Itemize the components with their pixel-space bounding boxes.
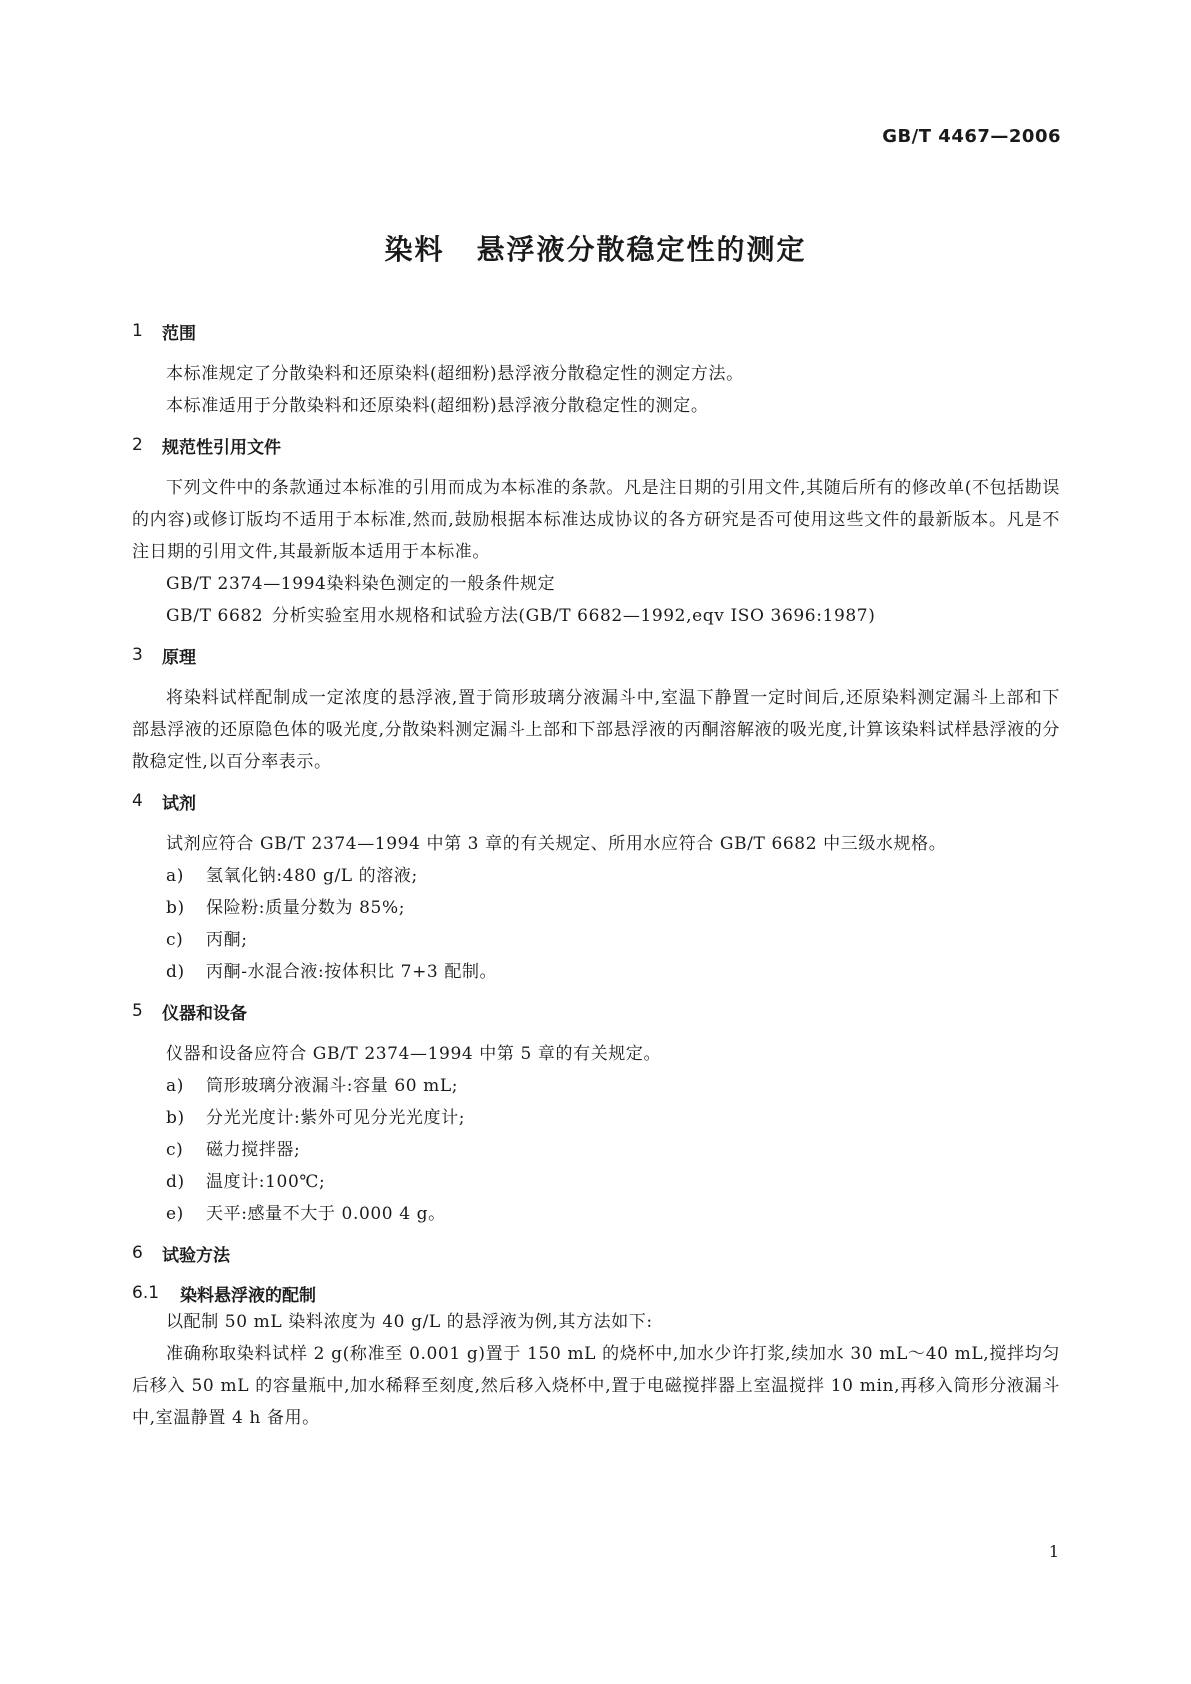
list-label: c) xyxy=(166,1140,184,1160)
standard-code: GB/T 4467—2006 xyxy=(882,126,1061,147)
list-text: 天平:感量不大于 0.000 4 g。 xyxy=(206,1204,446,1224)
section-number: 6 xyxy=(132,1243,143,1263)
section-title: 规范性引用文件 xyxy=(162,437,281,458)
section-6-heading xyxy=(132,1240,1060,1266)
section-number: 4 xyxy=(132,791,143,811)
list-item xyxy=(132,1070,1060,1102)
reference-item xyxy=(132,600,1060,632)
list-label: b) xyxy=(166,898,185,918)
reference-text: 分析实验室用水规格和试验方法(GB/T 6682—1992,eqv ISO 3696:1987) xyxy=(272,606,876,626)
section-1-heading xyxy=(132,318,1060,344)
section-number: 6.1 xyxy=(132,1283,160,1303)
section-number: 2 xyxy=(132,435,143,455)
section-3-heading xyxy=(132,642,1060,668)
paragraph: 以配制 50 mL 染料浓度为 40 g/L 的悬浮液为例,其方法如下: xyxy=(166,1312,653,1332)
list-label: a) xyxy=(166,1076,184,1096)
list-item xyxy=(132,956,1060,988)
paragraph: 将染料试样配制成一定浓度的悬浮液,置于筒形玻璃分液漏斗中,室温下静置一定时间后,还原染料测定漏斗上部和下部悬浮液的还原隐色体的吸光度,分散染料测定漏斗上部和下部悬浮液的丙酮溶解液的吸光度,计算该染料试样悬浮液的分散稳定性,以百分率表示。 xyxy=(132,688,1060,772)
document-title xyxy=(0,228,1191,268)
list-item xyxy=(132,1134,1060,1166)
section-title: 染料悬浮液的配制 xyxy=(180,1285,316,1306)
list-item xyxy=(132,1166,1060,1198)
section-title: 原理 xyxy=(162,647,196,668)
list-item xyxy=(132,924,1060,956)
list-text: 分光光度计:紫外可见分光光度计; xyxy=(206,1108,466,1128)
section-4-heading xyxy=(132,788,1060,814)
list-text: 筒形玻璃分液漏斗:容量 60 mL; xyxy=(206,1076,459,1096)
paragraph: 本标准规定了分散染料和还原染料(超细粉)悬浮液分散稳定性的测定方法。 xyxy=(166,364,744,384)
paragraph: 准确称取染料试样 2 g(称准至 0.001 g)置于 150 mL 的烧杯中,加水少许打浆,续加水 30 mL～40 mL,搅拌均匀后移入 50 mL 的容量瓶中,加水稀释至刻度,然后移入烧杯中,置于电磁搅拌器上室温搅拌 10 min,再移入筒形分液漏斗中,室温静置 4 h 备用。 xyxy=(132,1344,1060,1428)
list-text: 丙酮; xyxy=(206,930,248,950)
section-title: 试验方法 xyxy=(162,1245,230,1266)
list-text: 保险粉:质量分数为 85%; xyxy=(206,898,406,918)
list-label: c) xyxy=(166,930,184,950)
list-text: 丙酮-水混合液:按体积比 7+3 配制。 xyxy=(206,962,498,982)
list-label: b) xyxy=(166,1108,185,1128)
reference-code: GB/T 2374—1994 xyxy=(166,574,327,594)
section-number: 5 xyxy=(132,1001,143,1021)
list-text: 氢氧化钠:480 g/L 的溶液; xyxy=(206,866,418,886)
list-item xyxy=(132,892,1060,924)
document-body xyxy=(132,318,1060,1434)
paragraph: 试剂应符合 GB/T 2374—1994 中第 3 章的有关规定、所用水应符合 GB/T 6682 中三级水规格。 xyxy=(166,834,947,854)
section-5-heading xyxy=(132,998,1060,1024)
section-number: 1 xyxy=(132,321,143,341)
page-number: 1 xyxy=(1048,1542,1059,1561)
list-label: e) xyxy=(166,1204,184,1224)
list-text: 温度计:100℃; xyxy=(206,1172,326,1192)
reference-text: 染料染色测定的一般条件规定 xyxy=(326,574,556,594)
list-label: d) xyxy=(166,962,185,982)
title-part2: 悬浮液分散稳定性的测定 xyxy=(476,233,807,266)
title-part1: 染料 xyxy=(384,233,445,266)
paragraph: 本标准适用于分散染料和还原染料(超细粉)悬浮液分散稳定性的测定。 xyxy=(166,396,709,416)
list-text: 磁力搅拌器; xyxy=(206,1140,301,1160)
section-title: 仪器和设备 xyxy=(162,1003,247,1024)
list-item xyxy=(132,860,1060,892)
paragraph: 仪器和设备应符合 GB/T 2374—1994 中第 5 章的有关规定。 xyxy=(166,1044,662,1064)
section-title: 范围 xyxy=(162,323,196,344)
paragraph: 下列文件中的条款通过本标准的引用而成为本标准的条款。凡是注日期的引用文件,其随后所有的修改单(不包括勘误的内容)或修订版均不适用于本标准,然而,鼓励根据本标准达成协议的各方研究是否可使用这些文件的最新版本。凡是不注日期的引用文件,其最新版本适用于本标准。 xyxy=(132,478,1060,562)
section-2-heading xyxy=(132,432,1060,458)
list-item xyxy=(132,1198,1060,1230)
list-label: a) xyxy=(166,866,184,886)
reference-code: GB/T 6682 xyxy=(166,606,264,626)
list-item xyxy=(132,1102,1060,1134)
list-label: d) xyxy=(166,1172,185,1192)
section-6-1-heading xyxy=(132,1280,1060,1306)
section-number: 3 xyxy=(132,645,143,665)
section-title: 试剂 xyxy=(162,793,196,814)
reference-item xyxy=(132,568,1060,600)
